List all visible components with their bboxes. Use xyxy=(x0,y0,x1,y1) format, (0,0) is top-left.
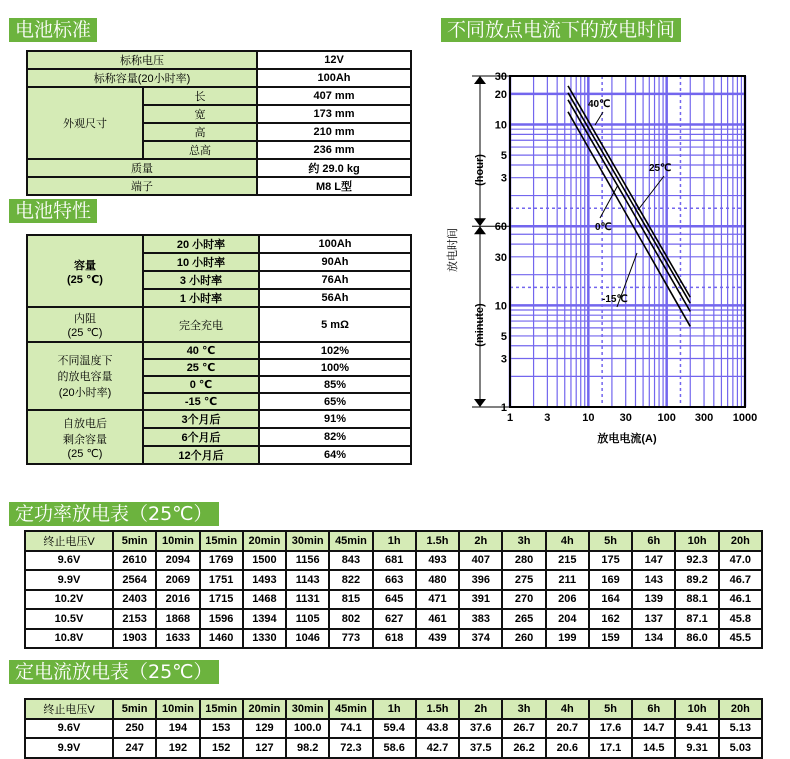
spec-label: 高 xyxy=(143,123,257,141)
table-cell: 265 xyxy=(502,609,545,629)
table-cell: 1493 xyxy=(243,570,286,590)
char-label: 12个月后 xyxy=(143,446,259,464)
table-cell: 14.7 xyxy=(632,719,675,739)
table-cell: 127 xyxy=(243,738,286,758)
x-tick-label: 1000 xyxy=(732,412,758,424)
spec-value: 约 29.0 kg xyxy=(257,159,411,177)
series-label: 0℃ xyxy=(595,222,612,233)
constant-power-table xyxy=(24,530,763,649)
table-cell: 47.0 xyxy=(719,551,762,571)
table-cell: 37.5 xyxy=(459,738,502,758)
x-tick-label: 3 xyxy=(544,412,551,424)
spec-value: 100Ah xyxy=(257,69,411,87)
table-cell: 681 xyxy=(373,551,416,571)
size-group-label: 外观尺寸 xyxy=(27,87,143,159)
table-cell: 206 xyxy=(546,590,589,610)
spec-value: 236 mm xyxy=(257,141,411,159)
y-tick-label-minute: 5 xyxy=(500,330,507,343)
spec-value: 407 mm xyxy=(257,87,411,105)
table-cell: 10.5V xyxy=(25,609,113,629)
table-cell: 37.6 xyxy=(459,719,502,739)
column-header: 45min xyxy=(329,699,372,719)
table-cell: 134 xyxy=(632,629,675,649)
column-header: 4h xyxy=(546,699,589,719)
table-cell: 471 xyxy=(416,590,459,610)
table-cell: 663 xyxy=(373,570,416,590)
column-header: 20min xyxy=(243,699,286,719)
table-row xyxy=(25,590,762,610)
table-cell: 9.6V xyxy=(25,551,113,571)
table-cell: 407 xyxy=(459,551,502,571)
table-cell: 192 xyxy=(156,738,199,758)
y-tick-label-minute: 30 xyxy=(494,251,507,264)
section-title-spec: 电池标准 xyxy=(9,18,97,42)
series-label: 40℃ xyxy=(588,99,611,110)
table-cell: 152 xyxy=(200,738,243,758)
column-header: 20min xyxy=(243,531,286,551)
column-header: 45min xyxy=(329,531,372,551)
table-cell: 1046 xyxy=(286,629,329,649)
y-tick-label-minute: 3 xyxy=(500,353,507,366)
spec-value: M8 L型 xyxy=(257,177,411,195)
table-cell: 9.9V xyxy=(25,570,113,590)
annotation-pointer xyxy=(600,185,618,218)
table-cell: 72.3 xyxy=(329,738,372,758)
table-cell: 439 xyxy=(416,629,459,649)
column-header: 1h xyxy=(373,699,416,719)
table-cell: 645 xyxy=(373,590,416,610)
column-header: 终止电压V xyxy=(25,699,113,719)
x-tick-label: 10 xyxy=(582,412,595,424)
table-cell: 139 xyxy=(632,590,675,610)
table-cell: 1460 xyxy=(200,629,243,649)
constant-current-table xyxy=(24,698,763,759)
table-cell: 74.1 xyxy=(329,719,372,739)
table-cell: 175 xyxy=(589,551,632,571)
table-cell: 247 xyxy=(113,738,156,758)
table-cell: 5.03 xyxy=(719,738,762,758)
table-row xyxy=(25,609,762,629)
spec-value: 12V xyxy=(257,51,411,69)
series-label: 25℃ xyxy=(649,163,672,174)
y-unit-minute: (minute) xyxy=(474,303,486,347)
column-header: 20h xyxy=(719,699,762,719)
spec-value: 173 mm xyxy=(257,105,411,123)
table-cell: 2153 xyxy=(113,609,156,629)
table-cell: 89.2 xyxy=(675,570,718,590)
table-cell: 58.6 xyxy=(373,738,416,758)
column-header: 3h xyxy=(502,699,545,719)
table-cell: 250 xyxy=(113,719,156,739)
table-cell: 260 xyxy=(502,629,545,649)
table-cell: 17.6 xyxy=(589,719,632,739)
table-cell: 162 xyxy=(589,609,632,629)
char-label: 20 小时率 xyxy=(143,235,259,253)
char-label: 3 小时率 xyxy=(143,271,259,289)
column-header: 15min xyxy=(200,531,243,551)
table-cell: 1633 xyxy=(156,629,199,649)
spec-label: 宽 xyxy=(143,105,257,123)
table-cell: 815 xyxy=(329,590,372,610)
column-header: 10min xyxy=(156,699,199,719)
table-cell: 204 xyxy=(546,609,589,629)
x-tick-label: 100 xyxy=(657,412,676,424)
series-line xyxy=(568,86,690,297)
table-cell: 1903 xyxy=(113,629,156,649)
table-cell: 9.9V xyxy=(25,738,113,758)
char-value: 91% xyxy=(259,410,411,428)
table-cell: 26.7 xyxy=(502,719,545,739)
char-value: 82% xyxy=(259,428,411,446)
table-cell: 1468 xyxy=(243,590,286,610)
table-row xyxy=(25,719,762,739)
y-tick-label-minute: 10 xyxy=(494,300,507,313)
table-cell: 17.1 xyxy=(589,738,632,758)
char-label: 40 ℃ xyxy=(143,342,259,359)
table-cell: 45.5 xyxy=(719,629,762,649)
column-header: 10h xyxy=(675,699,718,719)
table-cell: 87.1 xyxy=(675,609,718,629)
table-cell: 822 xyxy=(329,570,372,590)
column-header: 5min xyxy=(113,699,156,719)
char-value: 65% xyxy=(259,393,411,410)
table-cell: 275 xyxy=(502,570,545,590)
table-cell: 46.1 xyxy=(719,590,762,610)
discharge-time-chart xyxy=(440,60,770,454)
spec-label: 标称容量(20小时率) xyxy=(27,69,257,87)
table-cell: 2016 xyxy=(156,590,199,610)
table-cell: 42.7 xyxy=(416,738,459,758)
table-cell: 2403 xyxy=(113,590,156,610)
table-cell: 391 xyxy=(459,590,502,610)
column-header: 5min xyxy=(113,531,156,551)
table-cell: 194 xyxy=(156,719,199,739)
y-tick-label-hour: 30 xyxy=(494,71,507,83)
table-cell: 374 xyxy=(459,629,502,649)
arrow-icon xyxy=(474,399,486,407)
column-header: 终止电压V xyxy=(25,531,113,551)
column-header: 6h xyxy=(632,531,675,551)
spec-table xyxy=(26,50,412,196)
table-cell: 26.2 xyxy=(502,738,545,758)
table-cell: 1105 xyxy=(286,609,329,629)
table-cell: 159 xyxy=(589,629,632,649)
char-label: 10 小时率 xyxy=(143,253,259,271)
table-cell: 20.7 xyxy=(546,719,589,739)
char-value: 76Ah xyxy=(259,271,411,289)
table-cell: 2094 xyxy=(156,551,199,571)
column-header: 20h xyxy=(719,531,762,551)
y-tick-label-hour: 5 xyxy=(500,150,507,163)
table-cell: 59.4 xyxy=(373,719,416,739)
char-label: 6个月后 xyxy=(143,428,259,446)
table-cell: 1596 xyxy=(200,609,243,629)
table-cell: 1715 xyxy=(200,590,243,610)
characteristics-table xyxy=(26,234,412,465)
table-cell: 1156 xyxy=(286,551,329,571)
table-cell: 1769 xyxy=(200,551,243,571)
table-row xyxy=(25,629,762,649)
table-cell: 383 xyxy=(459,609,502,629)
char-value: 85% xyxy=(259,376,411,393)
x-tick-label: 30 xyxy=(619,412,632,424)
table-cell: 270 xyxy=(502,590,545,610)
char-value: 100% xyxy=(259,359,411,376)
column-header: 5h xyxy=(589,531,632,551)
x-tick-label: 300 xyxy=(694,412,714,424)
table-cell: 1500 xyxy=(243,551,286,571)
table-cell: 1868 xyxy=(156,609,199,629)
spec-value: 210 mm xyxy=(257,123,411,141)
table-cell: 1751 xyxy=(200,570,243,590)
column-header: 10h xyxy=(675,531,718,551)
table-cell: 20.6 xyxy=(546,738,589,758)
table-cell: 9.6V xyxy=(25,719,113,739)
column-header: 10min xyxy=(156,531,199,551)
table-cell: 43.8 xyxy=(416,719,459,739)
table-cell: 199 xyxy=(546,629,589,649)
char-value: 56Ah xyxy=(259,289,411,307)
y-tick-label-hour: 3 xyxy=(500,172,507,185)
char-value: 90Ah xyxy=(259,253,411,271)
section-title-power: 定功率放电表（25℃） xyxy=(9,502,219,526)
column-header: 30min xyxy=(286,531,329,551)
table-cell: 773 xyxy=(329,629,372,649)
series-label: -15℃ xyxy=(602,294,628,305)
table-cell: 1394 xyxy=(243,609,286,629)
table-cell: 153 xyxy=(200,719,243,739)
y-axis-label: 放电时间 xyxy=(447,228,459,272)
table-cell: 493 xyxy=(416,551,459,571)
arrow-icon xyxy=(474,76,486,84)
table-cell: 1143 xyxy=(286,570,329,590)
table-cell: 802 xyxy=(329,609,372,629)
table-cell: 46.7 xyxy=(719,570,762,590)
table-cell: 100.0 xyxy=(286,719,329,739)
series-line xyxy=(568,100,690,312)
column-header: 15min xyxy=(200,699,243,719)
resistance-group: 内阻 (25 ℃) xyxy=(27,307,143,342)
table-cell: 480 xyxy=(416,570,459,590)
table-cell: 137 xyxy=(632,609,675,629)
table-cell: 1131 xyxy=(286,590,329,610)
spec-label: 质量 xyxy=(27,159,257,177)
table-cell: 14.5 xyxy=(632,738,675,758)
column-header: 1.5h xyxy=(416,699,459,719)
table-cell: 1330 xyxy=(243,629,286,649)
table-cell: 10.8V xyxy=(25,629,113,649)
table-cell: 92.3 xyxy=(675,551,718,571)
table-cell: 627 xyxy=(373,609,416,629)
table-cell: 461 xyxy=(416,609,459,629)
column-header: 4h xyxy=(546,531,589,551)
table-cell: 86.0 xyxy=(675,629,718,649)
char-label: 3个月后 xyxy=(143,410,259,428)
char-label: 25 ℃ xyxy=(143,359,259,376)
column-header: 2h xyxy=(459,699,502,719)
column-header: 2h xyxy=(459,531,502,551)
table-cell: 98.2 xyxy=(286,738,329,758)
char-value: 100Ah xyxy=(259,235,411,253)
section-title-current: 定电流放电表（25℃） xyxy=(9,660,219,684)
self-discharge-group: 自放电后 剩余容量 (25 ℃) xyxy=(27,410,143,464)
y-unit-hour: (hour) xyxy=(474,154,486,186)
table-row xyxy=(25,551,762,571)
capacity-group: 容量 (25 ℃) xyxy=(27,235,143,307)
table-cell: 10.2V xyxy=(25,590,113,610)
spec-label: 标称电压 xyxy=(27,51,257,69)
arrow-icon xyxy=(474,226,486,234)
spec-label: 端子 xyxy=(27,177,257,195)
series-line xyxy=(568,112,690,327)
x-axis-label: 放电电流(A) xyxy=(597,433,657,445)
chart-title: 不同放点电流下的放电时间 xyxy=(441,18,681,42)
table-cell: 215 xyxy=(546,551,589,571)
table-cell: 618 xyxy=(373,629,416,649)
table-cell: 2610 xyxy=(113,551,156,571)
table-cell: 396 xyxy=(459,570,502,590)
column-header: 1h xyxy=(373,531,416,551)
table-cell: 280 xyxy=(502,551,545,571)
table-cell: 9.41 xyxy=(675,719,718,739)
table-cell: 129 xyxy=(243,719,286,739)
x-tick-label: 1 xyxy=(506,412,514,424)
column-header: 3h xyxy=(502,531,545,551)
temp-group: 不同温度下 的放电容量 (20小时率) xyxy=(27,342,143,410)
table-cell: 2069 xyxy=(156,570,199,590)
table-cell: 147 xyxy=(632,551,675,571)
table-cell: 164 xyxy=(589,590,632,610)
y-tick-label-minute: 1 xyxy=(500,402,507,414)
column-header: 5h xyxy=(589,699,632,719)
char-value: 5 mΩ xyxy=(259,307,411,342)
spec-label: 长 xyxy=(143,87,257,105)
spec-label: 总高 xyxy=(143,141,257,159)
annotation-pointer xyxy=(638,176,664,210)
char-value: 64% xyxy=(259,446,411,464)
table-row xyxy=(25,570,762,590)
column-header: 30min xyxy=(286,699,329,719)
table-cell: 143 xyxy=(632,570,675,590)
table-row xyxy=(25,738,762,758)
table-cell: 211 xyxy=(546,570,589,590)
char-label: 1 小时率 xyxy=(143,289,259,307)
y-tick-label-hour: 20 xyxy=(494,88,507,101)
table-cell: 5.13 xyxy=(719,719,762,739)
table-cell: 88.1 xyxy=(675,590,718,610)
table-cell: 843 xyxy=(329,551,372,571)
table-cell: 9.31 xyxy=(675,738,718,758)
column-header: 6h xyxy=(632,699,675,719)
char-value: 102% xyxy=(259,342,411,359)
char-label: 完全充电 xyxy=(143,307,259,342)
column-header: 1.5h xyxy=(416,531,459,551)
section-title-characteristics: 电池特性 xyxy=(9,199,97,223)
char-label: -15 ℃ xyxy=(143,393,259,410)
table-cell: 169 xyxy=(589,570,632,590)
table-cell: 2564 xyxy=(113,570,156,590)
arrow-icon xyxy=(474,218,486,226)
char-label: 0 ℃ xyxy=(143,376,259,393)
table-cell: 45.8 xyxy=(719,609,762,629)
y-tick-label-minute: 60 xyxy=(494,221,507,234)
y-tick-label-hour: 10 xyxy=(494,119,507,132)
